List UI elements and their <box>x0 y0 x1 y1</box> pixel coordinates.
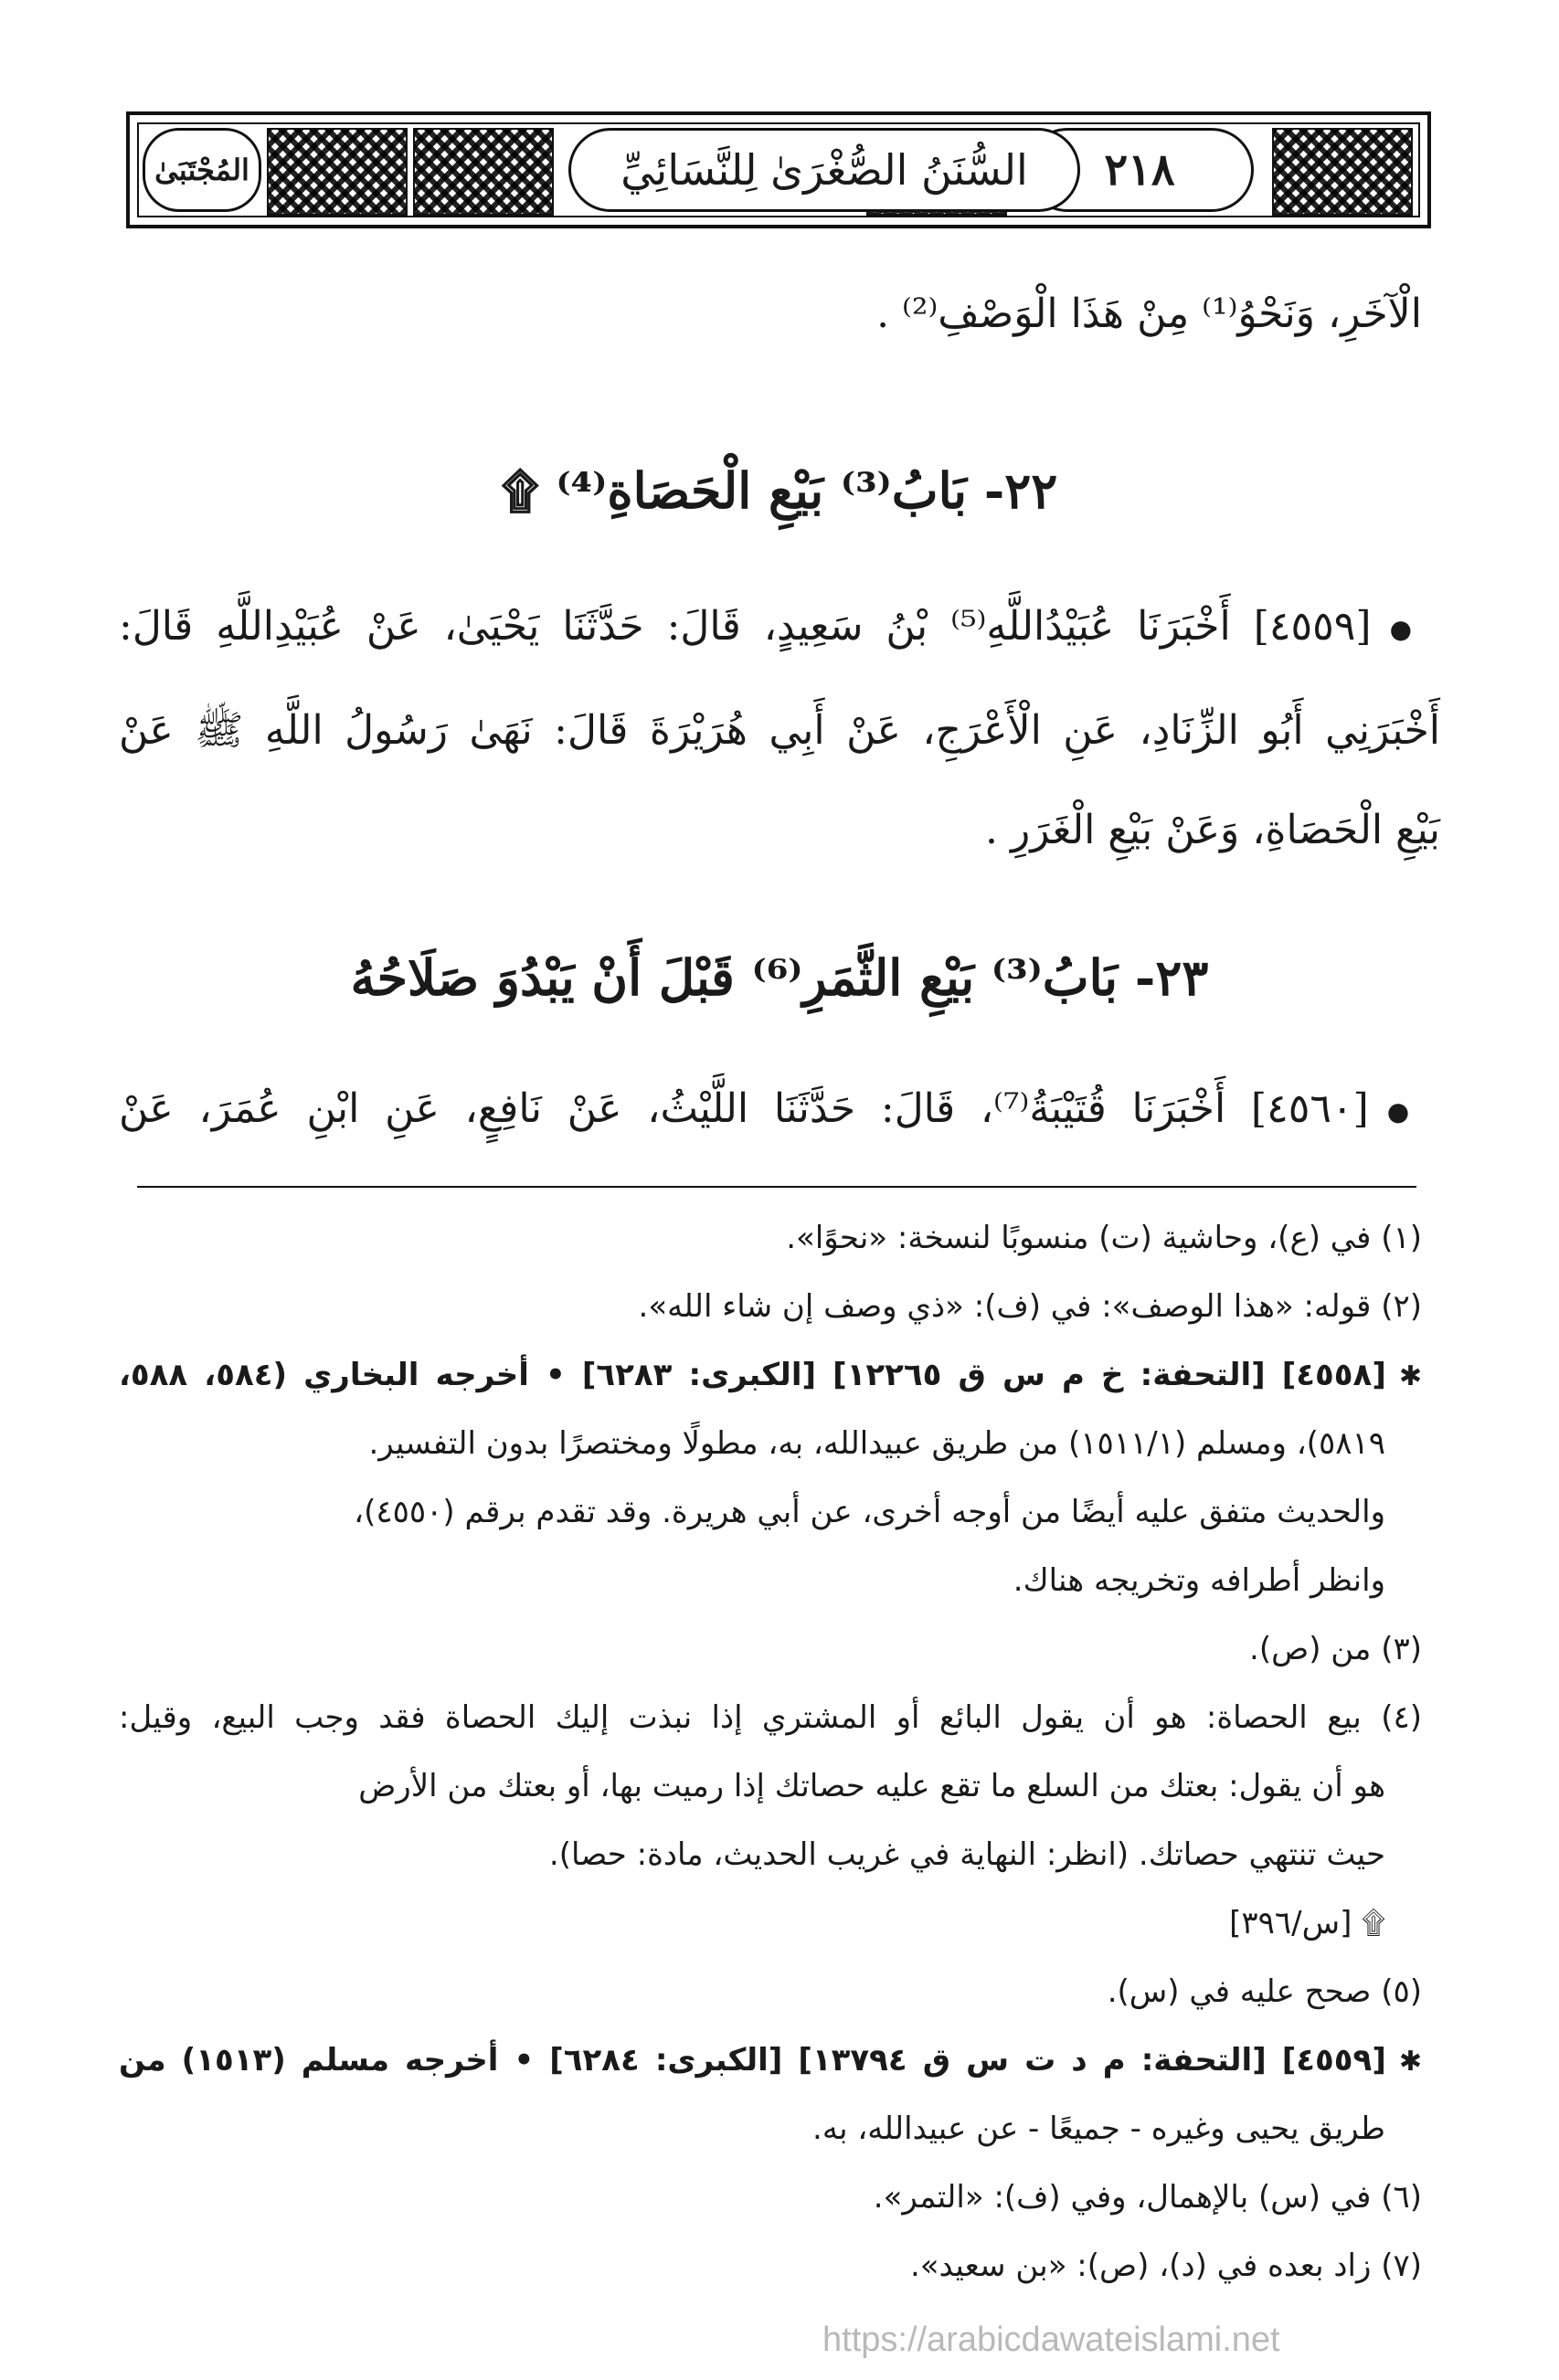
footnote: (٣) من (ص). <box>1249 1631 1422 1667</box>
book-title-cartouche <box>568 128 1080 212</box>
takhrij-line: ✱ [٤٥٥٨] [التحفة: خ م س ق ١٢٢٦٥] [الكبرى: ٦٢٨٣] • أخرجه البخاري (٥٨٤، ٥٨٨، <box>119 1357 1422 1393</box>
footnote: ۩ [س/٣٩٦] <box>1229 1905 1385 1941</box>
footnote: حيث تنتهي حصاتك. (انظر: النهاية في غريب الحديث، مادة: حصا). <box>548 1836 1385 1873</box>
takhrij-line: والحديث متفق عليه أيضًا من أوجه أخرى، عن أبي هريرة. وقد تقدم برقم (٤٥٥٠)، <box>354 1494 1385 1530</box>
chapter-heading: ٢٣- بَابُ⁽³⁾ بَيْعِ الثَّمَرِ⁽⁶⁾ قَبْلَ أَنْ يَبْدُوَ صَلَاحُهُ <box>350 948 1209 1007</box>
hadith-line: بَيْعِ الْحَصَاةِ، وَعَنْ بَيْعِ الْغَرَرِ . <box>984 807 1440 853</box>
footnote: (٦) في (س) بالإهمال، وفي (ف): «التمر». <box>873 2179 1422 2216</box>
header-ornament <box>413 128 554 216</box>
takhrij-line: وانظر أطرافه وتخريجه هناك. <box>1013 1562 1385 1599</box>
footnote-divider <box>137 1186 1416 1188</box>
takhrij-line: طريق يحيى وغيره - جميعًا - عن عبيدالله، به. <box>812 2110 1385 2147</box>
book-title: السُّنَنُ الصُّغْرَىٰ لِلنَّسَائِيِّ <box>620 145 1028 195</box>
footnote: (٥) صحح عليه في (س). <box>1107 1973 1422 2010</box>
page-number: ٢١٨ <box>1104 144 1175 196</box>
page-header <box>126 111 1431 228</box>
chapter-heading: ٢٢- بَابُ⁽³⁾ بَيْعِ الْحَصَاةِ⁽⁴⁾ ۩ <box>501 461 1058 520</box>
footnote: (٧) زاد بعده في (د)، (ص): «بن سعيد». <box>909 2248 1422 2284</box>
watermark-url: https://arabicdawateislami.net <box>822 2321 1280 2359</box>
footnote: (٤) بيع الحصاة: هو أن يقول البائع أو المشتري إذا نبذت إليك الحصاة فقد وجب البيع، وقيل: <box>119 1699 1422 1736</box>
hadith-line: ● [٤٥٦٠] أَخْبَرَنَا قُتَيْبَةُ⁽⁷⁾، قَالَ: حَدَّثَنَا اللَّيْثُ، عَنْ نَافِعٍ، عَنِ ابْنِ عُمَرَ، عَنْ <box>119 1085 1422 1132</box>
takhrij-line: ✱ [٤٥٥٩] [التحفة: م د ت س ق ١٣٧٩٤] [الكبرى: ٦٢٨٤] • أخرجه مسلم (١٥١٣) من <box>119 2042 1422 2079</box>
takhrij-line: ٥٨١٩)، ومسلم (١٥١١/١) من طريق عبيدالله، به، مطولًا ومختصرًا بدون التفسير. <box>368 1425 1385 1462</box>
footnote: هو أن يقول: بعتك من السلع ما تقع عليه حصاتك إذا رميت بها، أو بعتك من الأرض <box>358 1768 1385 1804</box>
hadith-line: ● [٤٥٥٩] أَخْبَرَنَا عُبَيْدُاللَّهِ⁽⁵⁾ بْنُ سَعِيدٍ، قَالَ: حَدَّثَنَا يَحْيَىٰ، عَنْ عُبَيْدِاللَّهِ قَالَ: <box>119 603 1422 650</box>
series-name: المُجْتَبَىٰ <box>154 153 249 187</box>
footnote: (١) في (ع)، وحاشية (ت) منسوبًا لنسخة: «نحوًا». <box>786 1220 1422 1256</box>
series-cartouche <box>143 128 261 212</box>
footnote: (٢) قوله: «هذا الوصف»: في (ف): «ذي وصف إن شاء الله». <box>638 1288 1422 1325</box>
header-ornament <box>1272 128 1413 216</box>
hadith-line: أَخْبَرَنِي أَبُو الزِّنَادِ، عَنِ الْأَعْرَجِ، عَنْ أَبِي هُرَيْرَةَ قَالَ: نَهَىٰ رَسُولُ اللَّهِ ﷺ عَنْ <box>119 707 1440 754</box>
text-line: الْآخَرِ، وَنَحْوُ⁽¹⁾ مِنْ هَذَا الْوَصْفِ⁽²⁾ . <box>876 291 1422 337</box>
header-ornament <box>267 128 408 216</box>
